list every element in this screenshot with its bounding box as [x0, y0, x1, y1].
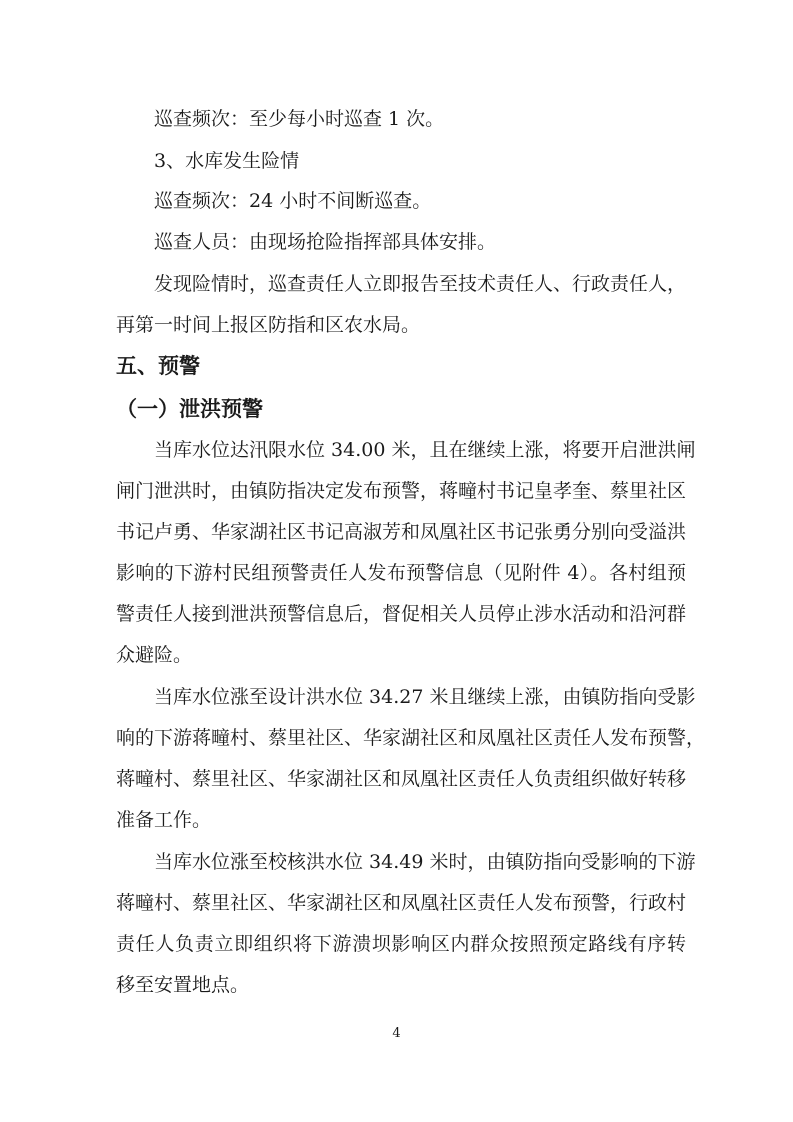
danger-report-paragraph-line: 再第一时间上报区防指和区农水局。	[116, 314, 421, 336]
check-flood-level-paragraph-line: 移至安置地点。	[116, 974, 250, 996]
subsection-heading-flood-discharge-warning: （一）泄洪预警	[116, 397, 263, 421]
flood-warning-paragraph-line: 影响的下游村民组预警责任人发布预警信息（见附件 4）。各村组预	[116, 562, 686, 584]
design-flood-level-paragraph-line: 蒋疃村、蔡里社区、华家湖社区和凤凰社区责任人负责组织做好转移	[116, 768, 687, 790]
design-flood-level-paragraph-line: 当库水位涨至设计洪水位 34.27 米且继续上涨，由镇防指向受影	[154, 686, 696, 708]
patrol-frequency-hourly: 巡查频次：至少每小时巡查 1 次。	[154, 108, 445, 130]
section-heading-warning: 五、预警	[116, 354, 200, 378]
design-flood-level-paragraph-line: 响的下游蒋疃村、蔡里社区、华家湖社区和凤凰社区责任人发布预警，	[116, 727, 706, 749]
page-number: 4	[392, 1026, 401, 1041]
danger-report-paragraph-line: 发现险情时，巡查责任人立即报告至技术责任人、行政责任人，	[154, 273, 687, 295]
flood-warning-paragraph-line: 警责任人接到泄洪预警信息后，督促相关人员停止涉水活动和沿河群	[116, 603, 687, 625]
flood-warning-paragraph-line: 闸门泄洪时，由镇防指决定发布预警，蒋疃村书记皇孝奎、蔡里社区	[116, 480, 687, 502]
reservoir-danger-item: 3、水库发生险情	[154, 150, 300, 172]
flood-warning-paragraph-line: 书记卢勇、华家湖社区书记高淑芳和凤凰社区书记张勇分别向受溢洪	[116, 521, 687, 543]
patrol-personnel: 巡查人员：由现场抢险指挥部具体安排。	[154, 231, 497, 253]
flood-warning-paragraph-line: 众避险。	[116, 644, 193, 666]
flood-warning-paragraph-line: 当库水位达汛限水位 34.00 米，且在继续上涨，将要开启泄洪闸	[154, 439, 696, 461]
check-flood-level-paragraph-line: 蒋疃村、蔡里社区、华家湖社区和凤凰社区责任人发布预警，行政村	[116, 892, 687, 914]
design-flood-level-paragraph-line: 准备工作。	[116, 809, 212, 831]
check-flood-level-paragraph-line: 当库水位涨至校核洪水位 34.49 米时，由镇防指向受影响的下游	[154, 851, 696, 873]
patrol-frequency-continuous: 巡查频次：24 小时不间断巡查。	[154, 190, 432, 212]
check-flood-level-paragraph-line: 责任人负责立即组织将下游溃坝影响区内群众按照预定路线有序转	[116, 933, 686, 955]
